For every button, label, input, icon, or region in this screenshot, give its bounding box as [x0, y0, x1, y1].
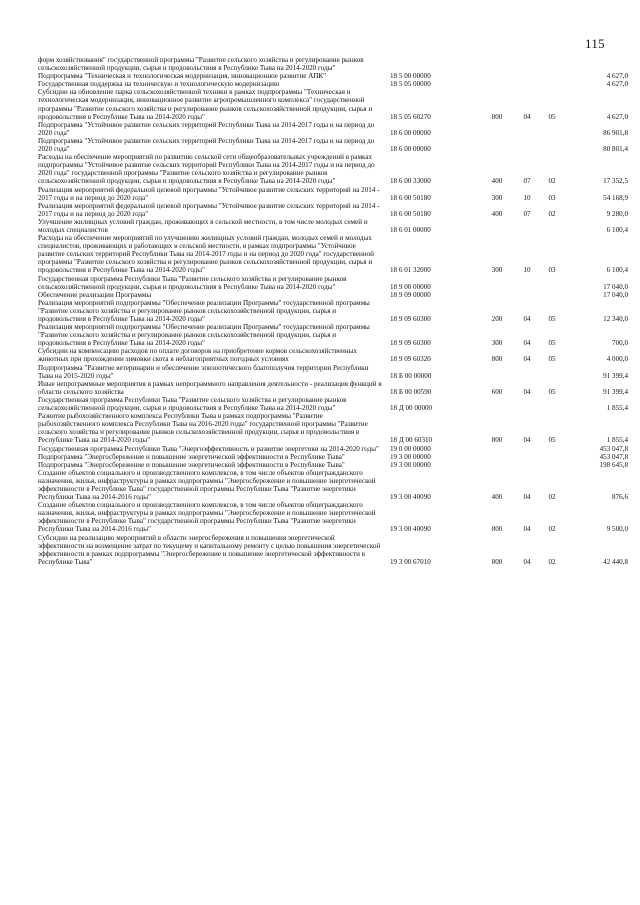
target-article-code: 18 6 00 50180: [390, 209, 431, 218]
target-article-code: 18 9 09 60300: [390, 339, 431, 348]
table-row: [30, 534, 628, 566]
expense-name: Государственная программа Республики Тыва "Энергоэффективность и развитие энергетики на 2014-2020 годы": [38, 444, 379, 453]
amount: 91 399,4: [603, 371, 628, 380]
target-article-code: 18 5 05 60270: [390, 112, 431, 121]
expense-name: Улучшение жилищных условий граждан, проживающих в сельской местности, в том числе молодых семей и молодых специалистов: [38, 217, 368, 234]
table-row: [30, 445, 628, 453]
table-row: [30, 299, 628, 323]
amount: 876,6: [612, 493, 628, 502]
expense-type-code: 400: [491, 209, 503, 218]
target-article-code: 18 6 01 32000: [390, 266, 431, 275]
subsection-code: 02: [548, 177, 556, 186]
expense-type-code: 800: [491, 355, 503, 364]
subsection-code: 02: [548, 493, 556, 502]
expense-type-code: 400: [491, 493, 503, 502]
target-article-code: 19 3 00 40090: [390, 525, 431, 534]
amount: 86 901,8: [603, 128, 628, 137]
amount: 4 627,0: [606, 112, 628, 121]
subsection-code: 05: [548, 339, 556, 348]
table-row: [30, 234, 628, 274]
amount: 4 000,0: [606, 355, 628, 364]
amount: 17 040,0: [603, 290, 628, 299]
subsection-code: 03: [548, 193, 556, 202]
budget-table: [30, 56, 628, 566]
table-row: [30, 380, 628, 396]
table-row: [30, 72, 628, 80]
expense-type-code: 800: [491, 557, 503, 566]
amount: 4 627,0: [606, 72, 628, 81]
amount: 6 100,4: [606, 266, 628, 275]
amount: 17 040,0: [603, 282, 628, 291]
expense-name: Подпрограмма "Устойчивое развитие сельских территорий Республики Тыва на 2014-2017 годы и на период до 2020 года": [38, 136, 375, 154]
expense-name: Реализация мероприятий федеральной целевой программы "Устойчивое развитие сельских территорий на 2014 - 2017 годы и на период до 2020 года": [38, 185, 380, 202]
section-code: 04: [523, 315, 531, 323]
table-row: [30, 121, 628, 137]
expense-name: Государственная программа Республики Тыва "Развитие сельского хозяйства и регулирование рынков сельскохозяйственной продукции, сырья и продовольствия в Республике Тыва на 2014-2020 годы": [38, 395, 347, 413]
table-row: [30, 275, 628, 291]
expense-name: Реализация мероприятий подпрограммы "Обеспечение реализации Программы" государственной программы "Развитие сельского хозяйства и регулирование рынков сельскохозяйственной продукции, сырья и продовольствия в Республике Тыва на 2014-2020 годы": [38, 323, 370, 348]
expense-name: Подпрограмма "Энергосбережение и повышение энергетической эффективности в Республике Тыва": [38, 452, 345, 461]
section-code: 04: [523, 339, 531, 348]
amount: 54 168,9: [603, 193, 628, 202]
expense-name: форм хозяйствования" государственной программы "Развитие сельского хозяйства и регулирование рынков сельскохозяйственной продукции, сырья и продовольствия в Республике Тыва на 2014-2020 годы": [38, 56, 364, 73]
amount: 453 047,8: [599, 452, 628, 461]
table-row: [30, 501, 628, 533]
expense-type-code: 800: [491, 525, 503, 534]
subsection-code: 05: [548, 355, 556, 364]
subsection-code: 05: [548, 112, 556, 121]
page-number: 115: [585, 36, 605, 51]
subsection-code: 05: [548, 387, 556, 396]
table-row: [30, 453, 628, 461]
expense-name: Субсидии на обновление парка сельскохозяйственной техники в рамках подпрограммы "Техническая и технологическая модернизация, инновационное развитие агропромышленного комплекса" государственной программы "Развитие сельского хозяйства и регулирование рынков сельскохозяйственной продукции, сырья и продовольствия в Республике Тыва на 2014-2020 годы": [38, 88, 373, 121]
table-row: [30, 396, 628, 412]
target-article-code: 18 9 09 60300: [390, 315, 431, 323]
target-article-code: 19 0 00 00000: [390, 444, 431, 453]
expense-name: Субсидии на реализацию мероприятий в области энергосбережения и повышения энергетической эффективности на возмещение затрат по текущему и капитальному ремонту с целью повышения энергетической эффективности в рамках подпрограммы "Энергосбережение и повышение энергетической эффективности в Республике Тыва": [38, 533, 381, 566]
table-row: [30, 56, 628, 72]
target-article-code: 18 6 00 00000: [390, 128, 431, 137]
expense-name: Реализация мероприятий федеральной целевой программы "Устойчивое развитие сельских территорий на 2014 - 2017 годы и на период до 2020 года": [38, 201, 380, 218]
table-row: [30, 412, 628, 444]
section-code: 10: [523, 193, 531, 202]
amount: 6 100,4: [606, 225, 628, 234]
amount: 1 855,4: [606, 436, 628, 445]
section-code: 04: [523, 493, 531, 502]
table-row: [30, 88, 628, 120]
expense-name: Создание объектов социального и производственного комплексов, в том числе объектов общегражданского назначения, жилья, инфраструктуры в рамках подпрограммы "Энергосбережение и повышение энергетической эффективности в Республике Тыва" государственной программы Республики Тыва "Развитие энергетики Республики Тыва на 2014-2016 годы": [38, 501, 376, 534]
target-article-code: 19 3 00 00000: [390, 460, 431, 469]
amount: 4 627,0: [606, 80, 628, 89]
table-row: [30, 364, 628, 380]
table-row: [30, 218, 628, 234]
amount: 9 500,0: [606, 525, 628, 534]
table-row: [30, 323, 628, 347]
amount: 1 855,4: [606, 404, 628, 413]
amount: 700,0: [612, 339, 628, 348]
expense-name: Подпрограмма "Устойчивое развитие сельских территорий Республики Тыва на 2014-2017 годы и на период до 2020 года": [38, 120, 375, 137]
section-code: 04: [523, 557, 531, 566]
expense-name: Подпрограмма "Развитие ветеринарии и обеспечение эпизоотического благополучия территории Республики Тыва на 2015-2020 годы": [38, 363, 369, 380]
expense-type-code: 800: [491, 436, 503, 445]
table-row: [30, 202, 628, 218]
section-code: 04: [523, 436, 531, 445]
expense-name: Подпрограмма "Энергосбережение и повышение энергетической эффективности в Республике Тыва": [38, 460, 345, 469]
amount: 17 352,5: [603, 177, 628, 186]
subsection-code: 02: [548, 209, 556, 218]
table-row: [30, 347, 628, 363]
target-article-code: 18 Б 00 00000: [390, 371, 432, 380]
amount: 453 047,8: [599, 444, 628, 453]
subsection-code: 03: [548, 266, 556, 275]
table-row: [30, 461, 628, 469]
table-row: [30, 186, 628, 202]
subsection-code: 02: [548, 557, 556, 566]
subsection-code: 02: [548, 525, 556, 534]
target-article-code: 18 6 01 00000: [390, 225, 431, 234]
expense-name: Иные непрограммные мероприятия в рамках непрограммного направления деятельности - реализация функций в области сельского хозяйства: [38, 379, 382, 396]
target-article-code: 18 Д 00 60310: [390, 436, 433, 445]
expense-name: Обеспечение реализации Программы: [38, 290, 152, 299]
section-code: 10: [523, 266, 531, 275]
subsection-code: 05: [548, 315, 556, 323]
target-article-code: 18 Д 00 00000: [390, 404, 433, 413]
table-row: [30, 137, 628, 153]
target-article-code: 18 6 00 33000: [390, 177, 431, 186]
expense-type-code: 200: [491, 315, 503, 323]
expense-name: Субсидии на компенсацию расходов по оплате договоров на приобретение кормов сельскохозяйственных животных при прохождении зимовки скота в неблагоприятных погодных условиях: [38, 347, 357, 364]
target-article-code: 19 3 00 00000: [390, 452, 431, 461]
section-code: 04: [523, 112, 531, 121]
target-article-code: 18 6 00 00000: [390, 145, 431, 154]
target-article-code: 18 5 00 00000: [390, 72, 431, 81]
expense-name: Создание объектов социального и производственного комплексов, в том числе объектов общегражданского назначения, жилья, инфраструктуры в рамках подпрограммы "Энергосбережение и повышение энергетической эффективности в Республике Тыва" государственной программы Республики Тыва "Развитие энергетики Республики Тыва на 2014-2016 годы": [38, 468, 376, 502]
expense-name: Расходы на обеспечение мероприятий по развитию сельской сети общеобразовательных учреждений в рамках подпрограммы "Устойчивое развитие сельских территорий Республики Тыва на 2014-2017 годы и на период до 2020 года" государственной программы "Развитие сельского хозяйства и регулирование рынков сельскохозяйственной продукции, сырья и продовольствия в Республике Тыва на 2014-2020 годы": [38, 153, 375, 186]
amount: 80 801,4: [603, 145, 628, 154]
target-article-code: 18 9 09 60320: [390, 355, 431, 364]
amount: 12 340,0: [603, 315, 628, 323]
section-code: 04: [523, 525, 531, 534]
amount: 91 399,4: [603, 387, 628, 396]
expense-name: Расходы на обеспечение мероприятий по улучшению жилищных условий граждан, молодых семей и молодых специалистов, проживающих и работающих в сельской местности, в рамках подпрограммы "Устойчивое развитие сельских территорий Республики Тыва на 2014-2017 годы и на период до 2020 года" государственной программы "Развитие сельского хозяйства и регулирование рынков сельскохозяйственной продукции, сырья и продовольствия в Республике Тыва на 2014-2020 годы": [38, 234, 374, 275]
expense-type-code: 400: [491, 177, 503, 186]
target-article-code: 18 6 00 50180: [390, 193, 431, 202]
target-article-code: 18 Б 00 00590: [390, 387, 432, 396]
expense-type-code: 600: [491, 387, 503, 396]
amount: 42 440,8: [603, 557, 628, 566]
amount: 9 280,0: [606, 209, 628, 218]
expense-type-code: 300: [491, 266, 503, 275]
expense-type-code: 800: [491, 112, 503, 121]
table-row: [30, 469, 628, 501]
expense-name: Государственная программа Республики Тыва "Развитие сельского хозяйства и регулирование рынков сельскохозяйственной продукции, сырья и продовольствия в Республике Тыва на 2014-2020 годы": [38, 274, 347, 291]
expense-type-code: 300: [491, 193, 503, 202]
expense-name: Развитие рыбохозяйственного комплекса Республики Тыва в рамках подпрограммы "Развитие рыбохозяйственного комплекса Республики Тыва на 2016-2020 годы" государственной программы "Развитие сельского хозяйства и регулирование рынков сельскохозяйственной продукции, сырья и продовольствия в Республике Тыва на 2014-2020 годы": [38, 412, 368, 445]
target-article-code: 19 3 00 67010: [390, 557, 431, 566]
section-code: 07: [523, 177, 531, 186]
target-article-code: 18 5 05 00000: [390, 80, 431, 89]
table-row: [30, 153, 628, 185]
amount: 198 645,8: [599, 460, 628, 469]
table-row: [30, 80, 628, 88]
expense-name: Государственная поддержка на техническую и технологическую модернизацию: [38, 80, 280, 89]
section-code: 07: [523, 209, 531, 218]
target-article-code: 18 9 09 00000: [390, 290, 431, 299]
expense-name: Реализация мероприятий подпрограммы "Обеспечение реализации Программы" государственной программы "Развитие сельского хозяйства и регулирование рынков сельскохозяйственной продукции, сырья и продовольствия в Республике Тыва на 2014-2020 годы": [38, 298, 370, 323]
target-article-code: 18 9 00 00000: [390, 282, 431, 291]
expense-type-code: 300: [491, 339, 503, 348]
section-code: 04: [523, 355, 531, 364]
section-code: 04: [523, 387, 531, 396]
target-article-code: 19 3 00 40090: [390, 493, 431, 502]
subsection-code: 05: [548, 436, 556, 445]
expense-name: Подпрограмма "Техническая и технологическая модернизация, инновационное развитие АПК": [38, 72, 327, 81]
table-row: [30, 291, 628, 299]
